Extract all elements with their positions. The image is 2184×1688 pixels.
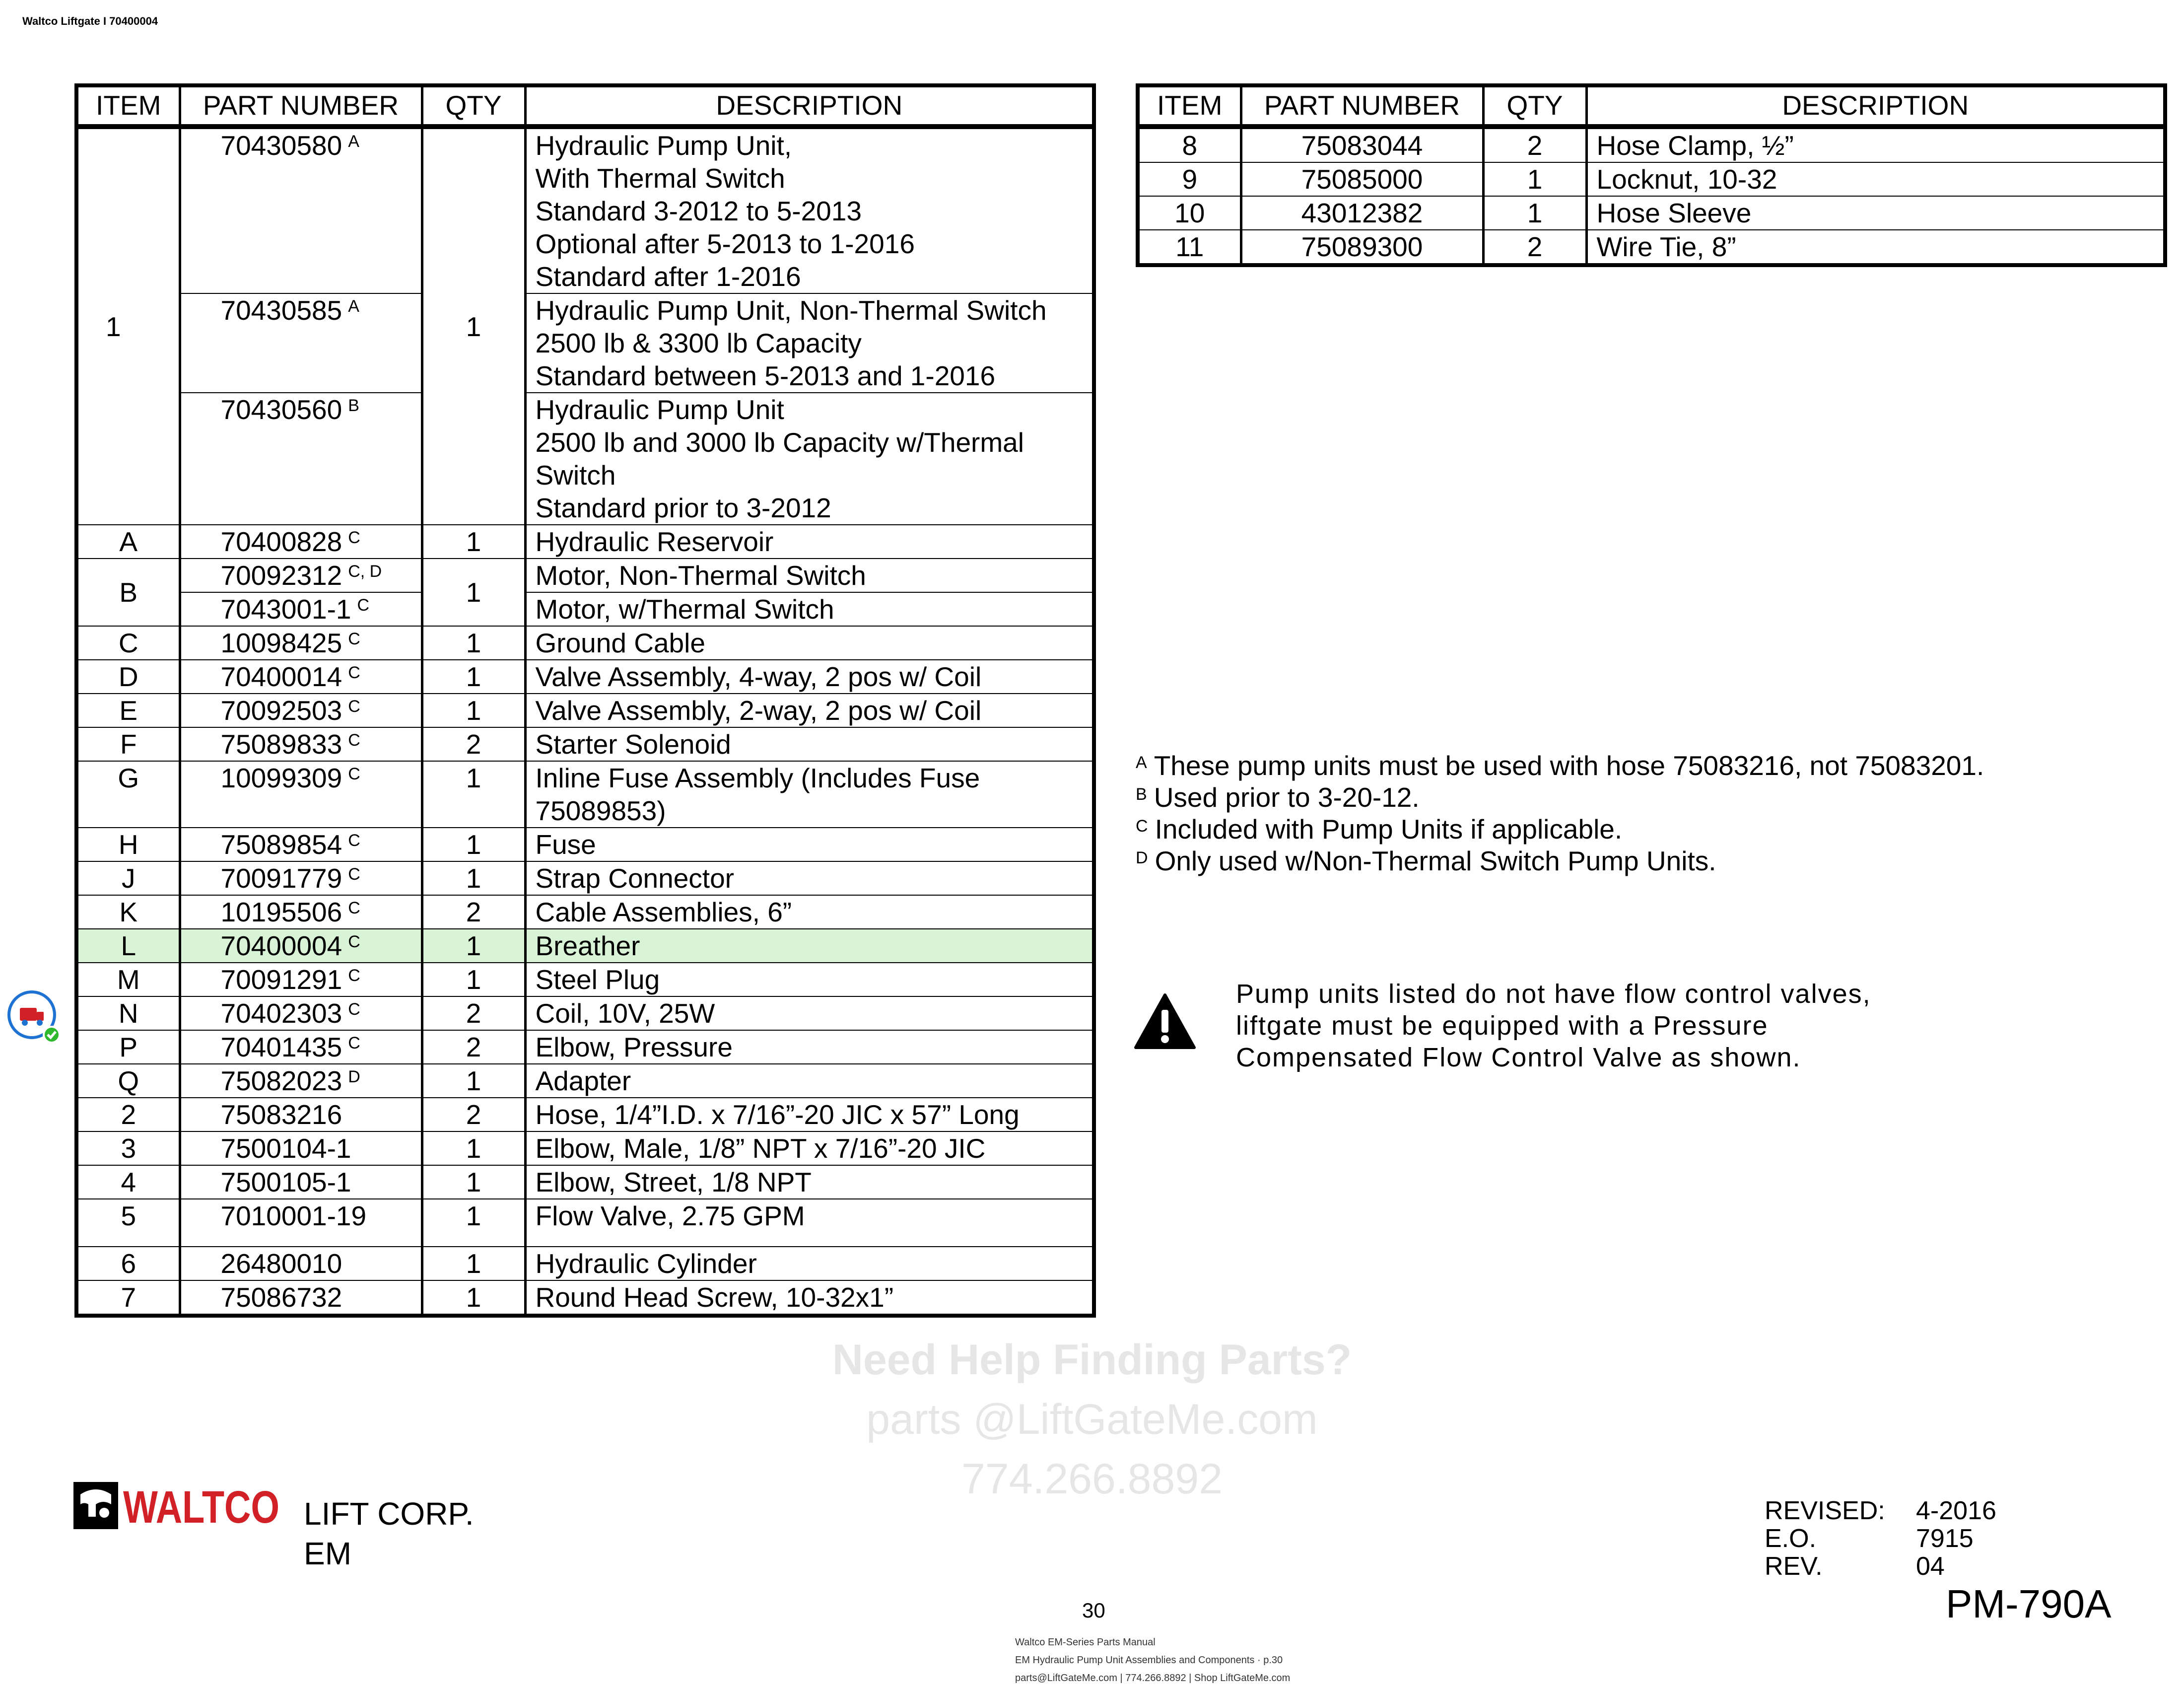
description-cell: Elbow, Pressure [525,1030,1094,1064]
description-cell: Motor, w/Thermal Switch [525,592,1094,626]
description-cell: Starter Solenoid [525,727,1094,761]
qty-cell: 1 [422,559,525,626]
part-number-cell: 75086732 [180,1280,422,1316]
table-row [76,1280,1094,1316]
part-number-cell: 7010001-19 [180,1199,422,1247]
column-header-item: ITEM [76,85,180,127]
qty-cell: 1 [1483,162,1586,196]
description-cell: Hydraulic Pump Unit 2500 lb and 3000 lb Capacity w/Thermal Switch Standard prior to 3-2012 [525,393,1094,525]
qty-cell: 1 [422,127,525,525]
table-row [76,694,1094,727]
description-cell: Hose, 1/4”I.D. x 7/16”-20 JIC x 57” Long [525,1098,1094,1131]
column-header-description: DESCRIPTION [525,85,1094,127]
description-cell: Motor, Non-Thermal Switch [525,559,1094,592]
qty-cell: 2 [422,996,525,1030]
watermark-heading: Need Help Finding Parts? [832,1336,1352,1384]
qty-cell: 1 [422,1199,525,1247]
table-row [76,525,1094,559]
item-cell: 6 [76,1247,180,1280]
table-row [76,127,1094,293]
item-cell: P [76,1030,180,1064]
description-cell: Hydraulic Cylinder [525,1247,1094,1280]
footnote: $^C$ Included with Pump Units if applicable. [1136,814,1623,844]
description-cell: Round Head Screw, 10-32x1” [525,1280,1094,1316]
part-number-cell: 70400828 $^C$ [180,525,422,559]
part-number-cell: 70430580 $^A$ [180,127,422,293]
item-cell: 11 [1138,230,1241,265]
description-cell: Flow Valve, 2.75 GPM [525,1199,1094,1247]
description-cell: Fuse [525,828,1094,861]
description-cell: Valve Assembly, 2-way, 2 pos w/ Coil [525,694,1094,727]
column-header-part-number: PART NUMBER [1241,85,1483,127]
item-cell: M [76,963,180,996]
table-row [76,1064,1094,1098]
description-cell: Ground Cable [525,626,1094,660]
item-cell: F [76,727,180,761]
parts-table-right [1136,83,2167,267]
item-cell: 2 [76,1098,180,1131]
qty-cell: 1 [422,694,525,727]
column-header-description: DESCRIPTION [1586,85,2165,127]
table-row [76,592,1094,626]
description-cell: Breather [525,929,1094,963]
description-cell: Elbow, Street, 1/8 NPT [525,1165,1094,1199]
part-number-cell: 75085000 [1241,162,1483,196]
item-cell: 5 [76,1199,180,1247]
item-cell: N [76,996,180,1030]
table-row [76,996,1094,1030]
part-number-cell: 10098425 $^C$ [180,626,422,660]
description-cell: Elbow, Male, 1/8” NPT x 7/16”-20 JIC [525,1131,1094,1165]
parts-assistant-icon[interactable] [6,989,62,1045]
table-row [1138,127,2165,162]
item-cell: H [76,828,180,861]
description-cell: Hose Clamp, ½” [1586,127,2165,162]
item-cell: 1 [76,127,180,525]
logo-wordmark: WALTCO [123,1482,279,1533]
qty-cell: 1 [422,828,525,861]
table-row [76,293,1094,393]
column-header-part-number: PART NUMBER [180,85,422,127]
qty-cell: 1 [422,1165,525,1199]
description-cell: Adapter [525,1064,1094,1098]
table-row [76,1199,1094,1247]
qty-cell: 1 [422,525,525,559]
item-cell: B [76,559,180,626]
footnotes [1136,750,1984,877]
warning-triangle-icon [1134,993,1196,1050]
watermark-email: parts @LiftGateMe.com [866,1396,1318,1443]
qty-cell: 1 [422,1131,525,1165]
waltco-logo [73,1482,282,1533]
qty-cell: 1 [422,861,525,895]
part-number-cell: 75089300 [1241,230,1483,265]
table-row [76,1030,1094,1064]
part-number-cell: 70430585 $^A$ [180,293,422,393]
table-row [1138,196,2165,230]
part-number-cell: 10099309 $^C$ [180,761,422,828]
qty-cell: 1 [422,1280,525,1316]
revision-block: REVISED: 4-2016 E.O. 7915 REV. 04 [1765,1496,1996,1581]
item-cell: J [76,861,180,895]
part-number-cell: 7043001-1 $^C$ [180,592,422,626]
table-row [76,1165,1094,1199]
item-cell: L [76,929,180,963]
column-header-item: ITEM [1138,85,1241,127]
item-cell: A [76,525,180,559]
part-number-cell: 7500104-1 [180,1131,422,1165]
table-row [76,963,1094,996]
qty-cell: 1 [422,963,525,996]
part-number-cell: 70092503 $^C$ [180,694,422,727]
item-cell: K [76,895,180,929]
table-row [76,861,1094,895]
table-row [76,727,1094,761]
description-cell: Wire Tie, 8” [1586,230,2165,265]
qty-cell: 1 [422,929,525,963]
model-name: EM [304,1536,351,1571]
column-header-qty: QTY [422,85,525,127]
part-number-cell: 70400014 $^C$ [180,660,422,694]
description-cell: Hydraulic Reservoir [525,525,1094,559]
part-number-cell: 70400004 $^C$ [180,929,422,963]
part-number-cell: 10195506 $^C$ [180,895,422,929]
table-row [76,1247,1094,1280]
description-cell: Locknut, 10-32 [1586,162,2165,196]
item-cell: C [76,626,180,660]
part-number-cell: 75089833 $^C$ [180,727,422,761]
warning-text: Pump units listed do not have flow control valves, liftgate must be equipped with a Pressure Compensated Flow Control Valve as shown. [1236,979,1871,1072]
table-row [76,895,1094,929]
document-number: PM-790A [1946,1582,2112,1626]
table-row [1138,162,2165,196]
description-cell: Steel Plug [525,963,1094,996]
table-row [76,393,1094,525]
description-cell: Hydraulic Pump Unit, With Thermal Switch Standard 3-2012 to 5-2013 Optional after 5-2013 to 1-2016 Standard after 1-2016 [525,127,1094,293]
company-name: LIFT CORP. [304,1496,474,1532]
page-number: 30 [1082,1599,1105,1622]
part-number-cell: 75083216 [180,1098,422,1131]
qty-cell: 1 [422,660,525,694]
table-row [76,626,1094,660]
item-cell: 9 [1138,162,1241,196]
part-number-cell: 26480010 [180,1247,422,1280]
part-number-cell: 70091291 $^C$ [180,963,422,996]
item-cell: 10 [1138,196,1241,230]
item-cell: 3 [76,1131,180,1165]
watermark-phone: 774.266.8892 [961,1455,1223,1503]
description-cell: Strap Connector [525,861,1094,895]
table-header-row [76,85,1094,127]
qty-cell: 1 [1483,196,1586,230]
qty-cell: 2 [422,895,525,929]
part-number-cell: 43012382 [1241,196,1483,230]
table-row [76,761,1094,828]
table-row [1138,230,2165,265]
item-cell: Q [76,1064,180,1098]
item-cell: 8 [1138,127,1241,162]
page-footer: Waltco EM-Series Parts Manual EM Hydraulic Pump Unit Assemblies and Components · p.30 parts@LiftGateMe.com | 774.266.8892 | Shop LiftGateMe.com [1015,1637,1291,1684]
qty-cell: 2 [1483,230,1586,265]
table-row [76,828,1094,861]
part-number-cell: 75082023 $^D$ [180,1064,422,1098]
footnote: $^A$ These pump units must be used with hose 75083216, not 75083201. [1136,750,1984,781]
item-cell: 4 [76,1165,180,1199]
table-row [76,1131,1094,1165]
document-tag: Waltco Liftgate I 70400004 [22,15,158,27]
table-row [76,559,1094,592]
qty-cell: 1 [422,1247,525,1280]
footnote: $^D$ Only used w/Non-Thermal Switch Pump Units. [1136,845,1716,876]
table-row [76,929,1094,963]
description-cell: Coil, 10V, 25W [525,996,1094,1030]
qty-cell: 2 [422,1030,525,1064]
table-row [76,1098,1094,1131]
part-number-cell: 70430560 $^B$ [180,393,422,525]
description-cell: Inline Fuse Assembly (Includes Fuse 75089853) [525,761,1094,828]
qty-cell: 2 [1483,127,1586,162]
table-header-row [1138,85,2165,127]
item-cell: D [76,660,180,694]
part-number-cell: 70091779 $^C$ [180,861,422,895]
column-header-qty: QTY [1483,85,1586,127]
qty-cell: 2 [422,1098,525,1131]
warning-box [1134,978,1879,1127]
part-number-cell: 70401435 $^C$ [180,1030,422,1064]
part-number-cell: 7500105-1 [180,1165,422,1199]
item-cell: 7 [76,1280,180,1316]
part-number-cell: 70092312 $^{C, D}$ [180,559,422,592]
description-cell: Hose Sleeve [1586,196,2165,230]
footnote: $^B$ Used prior to 3-20-12. [1136,782,1420,813]
parts-table-left [74,83,1096,1318]
part-number-cell: 75083044 [1241,127,1483,162]
table-row [76,660,1094,694]
part-number-cell: 70402303 $^C$ [180,996,422,1030]
qty-cell: 1 [422,761,525,828]
part-number-cell: 75089854 $^C$ [180,828,422,861]
item-cell: G [76,761,180,828]
qty-cell: 2 [422,727,525,761]
qty-cell: 1 [422,626,525,660]
item-cell: E [76,694,180,727]
qty-cell: 1 [422,1064,525,1098]
description-cell: Valve Assembly, 4-way, 2 pos w/ Coil [525,660,1094,694]
description-cell: Cable Assemblies, 6” [525,895,1094,929]
description-cell: Hydraulic Pump Unit, Non-Thermal Switch 2500 lb & 3300 lb Capacity Standard between 5-2013 and 1-2016 [525,293,1094,393]
